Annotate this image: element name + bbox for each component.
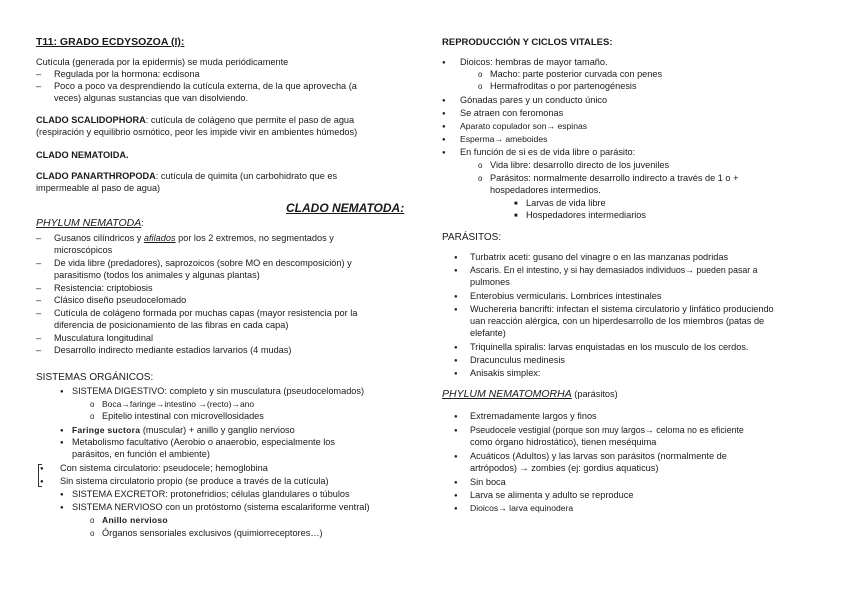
list-item: ●Larva se alimenta y adulto se reproduce <box>454 490 633 503</box>
list-item-cont: elefante) <box>470 328 506 338</box>
list-item: ■Larvas de vida libre <box>514 198 606 211</box>
parasitos-heading: PARÁSITOS: <box>442 232 502 243</box>
list-item: –Gusanos cilíndricos y afilados por los 2 extremos, no segmentados y <box>36 233 334 244</box>
list-item: ●Anisakis simplex: <box>454 368 540 381</box>
list-item: –Desarrollo indirecto mediante estadios larvarios (4 mudas) <box>36 345 291 356</box>
list-item: ●Metabolismo facultativo (Aerobio o anaerobio, especialmente los <box>60 437 335 450</box>
list-item: ●Esperma→ ameboides <box>442 134 547 147</box>
list-item: ●Turbatrix aceti: gusano del vinagre o en las manzanas podridas <box>454 252 728 265</box>
list-item: –Resistencia: criptobiosis <box>36 283 153 294</box>
list-item: oBoca→faringe→intestino →(recto)→ano <box>90 399 254 410</box>
list-item: oHermafroditas o por partenogénesis <box>478 81 637 92</box>
list-item-cont: como órgano hidrostático), tienen meséquima <box>470 437 657 447</box>
clado-nematoda-heading: CLADO NEMATODA: <box>286 201 405 215</box>
list-item: ●En función de si es de vida libre o parásito: <box>442 147 635 160</box>
list-item: ●Extremadamente largos y finos <box>454 411 597 424</box>
list-item: ●Faringe suctora (muscular) + anillo y ganglio nervioso <box>60 425 295 438</box>
list-item: –Musculatura longitudinal <box>36 333 153 344</box>
list-item: ●Gónadas pares y un conducto único <box>442 95 607 108</box>
list-item: –Poco a poco va desprendiendo la cutícula externa, de la que aprovecha (a <box>36 81 357 92</box>
list-item: ●Dioicos→ larva equinodera <box>454 503 573 516</box>
list-item-cont: veces) algunas sustancias que van disolviendo. <box>54 93 249 103</box>
list-item-cont: artrópodos) → zombies (ej: gordius aquaticus) <box>470 463 659 473</box>
list-item: ●Sin boca <box>454 477 506 490</box>
list-item: oParásitos: normalmente desarrollo indirecto a través de 1 o + <box>478 173 738 184</box>
list-item: ●Wuchereria bancrifti: infectan el sistema circulatorio y linfático produciendo <box>454 304 774 317</box>
list-item-cont: microscópicos <box>54 245 113 255</box>
list-item: oVida libre: desarrollo directo de los juveniles <box>478 160 669 171</box>
list-item: ●Con sistema circulatorio: pseudocele; hemoglobina <box>40 463 268 476</box>
list-item: ●SISTEMA DIGESTIVO: completo y sin musculatura (pseudocelomados) <box>60 386 364 399</box>
list-item: ●Dioicos: hembras de mayor tamaño. <box>442 57 608 70</box>
page-title: T11: GRADO ECDYSOZOA (I): <box>36 36 185 48</box>
list-item: oAnillo nervioso <box>90 515 168 526</box>
list-item: ●Triquinella spiralis: larvas enquistadas en los musculo de los cerdos. <box>454 342 748 355</box>
sistemas-heading: SISTEMAS ORGÁNICOS: <box>36 372 154 383</box>
list-item: ■Hospedadores intermediarios <box>514 210 646 223</box>
list-item-cont: uan reacción alérgica, con un hiperdesarrollo de los miembros (patas de <box>470 316 765 326</box>
list-item: oMacho: parte posterior curvada con penes <box>478 69 662 80</box>
list-item: ●SISTEMA NERVIOSO con un protóstomo (sistema escalariforme ventral) <box>60 502 370 515</box>
list-item: –Clásico diseño pseudocelomado <box>36 295 186 306</box>
list-item: ●Sin sistema circulatorio propio (se produce a través de la cutícula) <box>40 476 329 489</box>
phylum-nematoda-heading: PHYLUM NEMATODA: <box>36 217 144 229</box>
scalidophora-para-cont: (respiración y equilibrio osmótico, peor les impide vivir en ambientes húmedos) <box>36 127 358 137</box>
panarthropoda-para: CLADO PANARTHROPODA: cutícula de quimita (un carbohidrato que es <box>36 171 338 181</box>
list-item: –Cutícula de colágeno formada por muchas capas (mayor resistencia por la <box>36 308 357 319</box>
cuticula-intro: Cutícula (generada por la epidermis) se muda periódicamente <box>36 57 289 67</box>
list-item: ●Enterobius vermicularis. Lombrices intestinales <box>454 291 661 304</box>
list-item-cont: pulmones <box>470 277 510 287</box>
list-item-cont: diferencia de posicionamiento de las fibras en cada capa) <box>54 320 289 330</box>
repro-heading: REPRODUCCIÓN Y CICLOS VITALES: <box>442 37 613 48</box>
list-item: oÓrganos sensoriales exclusivos (quimiorreceptores…) <box>90 528 323 539</box>
panarthropoda-para-cont: impermeable al paso de agua) <box>36 183 161 193</box>
list-item: ●Ascaris. En el intestino, y si hay demasiados individuos→ pueden pasar a <box>454 265 758 278</box>
nematoida-heading: CLADO NEMATOIDA. <box>36 150 129 160</box>
list-item: ●Se atraen con feromonas <box>442 108 563 121</box>
list-item: ●Aparato copulador son→ espinas <box>442 121 587 134</box>
list-item: ●Dracunculus medinesis <box>454 355 565 368</box>
list-item: ●Pseudocele vestigial (porque son muy largos→ celoma no es eficiente <box>454 425 744 438</box>
list-item: oEpitelio intestinal con microvellosidades <box>90 411 264 422</box>
list-item: ●Acuáticos (Adultos) y las larvas son parásitos (normalmente de <box>454 451 727 464</box>
list-item: ●SISTEMA EXCRETOR: protonefridios; células glandulares o túbulos <box>60 489 350 502</box>
list-item: –De vida libre (predadores), saprozoicos (sobre MO en descomposición) y <box>36 258 352 269</box>
list-item-cont: parásitos, en función el ambiente) <box>72 449 210 459</box>
list-item-cont: hospedadores intermedios. <box>490 185 601 195</box>
phylum-nematomorpha-heading: PHYLUM NEMATOMORHA (parásitos) <box>442 388 618 400</box>
list-item: –Regulada por la hormona: ecdisona <box>36 69 200 80</box>
list-item-cont: parasitismo (todos los animales y algunas plantas) <box>54 270 260 280</box>
scalidophora-para: CLADO SCALIDOPHORA: cutícula de colágeno que permite el paso de agua <box>36 115 355 125</box>
